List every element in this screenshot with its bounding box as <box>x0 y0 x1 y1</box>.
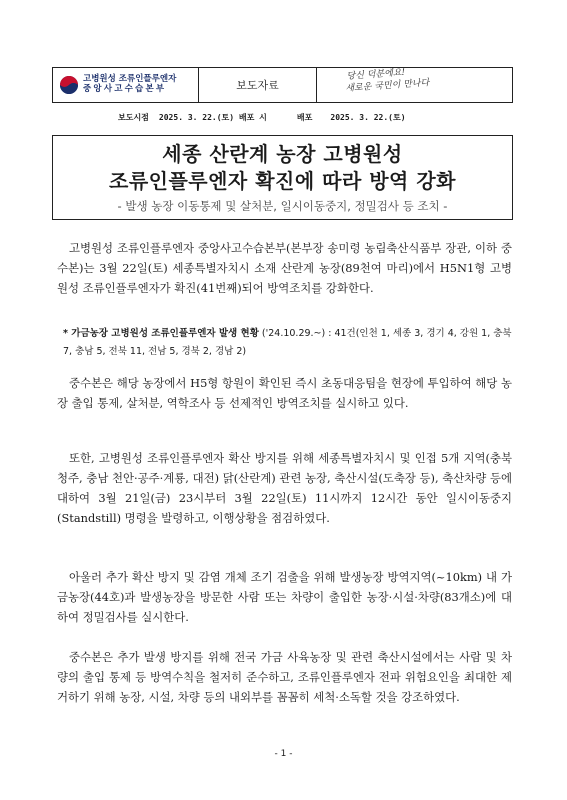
paragraph-2: 중수본은 해당 농장에서 H5형 항원이 확인된 즉시 초동대응팀을 현장에 투입하여 해당 농장 출입 통제, 살처분, 역학조사 등 선제적인 방역조치를 실시하고 있다. <box>57 376 512 410</box>
title-line1: 세종 산란계 농장 고병원성 <box>162 142 403 166</box>
subtitle: - 발생 농장 이동통제 및 살처분, 일시이동중지, 정밀검사 등 조치 - <box>117 199 448 213</box>
press-release-label: 보도자료 <box>199 68 317 102</box>
org-cell <box>53 68 199 102</box>
release-time-label: 보도시점 <box>118 113 149 122</box>
footnote-detail: ('24.10.29.~) : 41건(인천 1, 세종 3, 경기 4, 강원 1, 충북 7, 충남 5, 전북 11, 전남 5, 경북 2, 경남 2) <box>63 328 512 357</box>
release-info <box>52 112 513 123</box>
org-name <box>83 75 176 95</box>
press-header <box>52 67 513 103</box>
distribution-value: 2025. 3. 22.(토) <box>330 113 406 122</box>
org-name-line1: 고병원성 조류인플루엔자 <box>83 74 177 85</box>
paragraph-1: 고병원성 조류인플루엔자 중앙사고수습본부(본부장 송미령 농림축산식품부 장관, 이하 중수본)는 3월 22일(토) 세종특별자치시 소재 산란계 농장(89천여 마리)에서 H5N1형 고병원성 조류인플루엔자가 확진(41번째)되어 방역조치를 강화한다. <box>57 241 512 295</box>
footnote <box>63 325 513 361</box>
paragraph-4: 아울러 추가 확산 방지 및 감염 개체 조기 검출을 위해 발생농장 방역지역(~10km) 내 가금농장(44호)과 발생농장을 방문한 사람 또는 차량이 출입한 농장·시설·차량(83개소)에 대하여 정밀검사를 실시한다. <box>57 570 512 624</box>
government-emblem-icon <box>59 75 79 95</box>
slogan-line2: 새로운 국민이 만나다 <box>345 77 430 94</box>
slogan-line1: 당신 덕분에요! <box>346 67 406 82</box>
org-name-line2: 중앙사고수습본부 <box>83 84 167 94</box>
footnote-prefix: * 가금농장 고병원성 조류인플루엔자 발생 현황 <box>63 328 259 339</box>
title-line2: 조류인플루엔자 확진에 따라 방역 강화 <box>109 169 456 193</box>
slogan-cell <box>317 68 512 102</box>
release-time-value: 2025. 3. 22.(토) 배포 시 <box>158 113 267 122</box>
distribution-label: 배포 <box>296 113 313 122</box>
handwritten-slogan <box>346 66 429 95</box>
paragraph-3: 또한, 고병원성 조류인플루엔자 확산 방지를 위해 세종특별자치시 및 인접 5개 지역(충북 청주, 충남 천안·공주·계룡, 대전) 닭(산란계) 관련 농장, 축산시설(도축장 등), 축산차량 등에 대하여 3월 21일(금) 23시부터 3월 22일(토) 11시까지 12시간 동안 일시이동중지(Standstill) 명령을 발령하고, 이행상황을 점검하였다. <box>57 451 512 525</box>
paragraph-5: 중수본은 추가 발생 방지를 위해 전국 가금 사육농장 및 관련 축산시설에서는 사람 및 차량의 출입 통제 등 방역수칙을 철저히 준수하고, 조류인플루엔자 전파 위험요인을 최대한 제거하기 위해 농장, 시설, 차량 등의 내외부를 꼼꼼히 세척·소독할 것을 강조하였다. <box>57 650 512 704</box>
page-number: - 1 - <box>274 749 293 759</box>
title-box <box>52 135 513 220</box>
